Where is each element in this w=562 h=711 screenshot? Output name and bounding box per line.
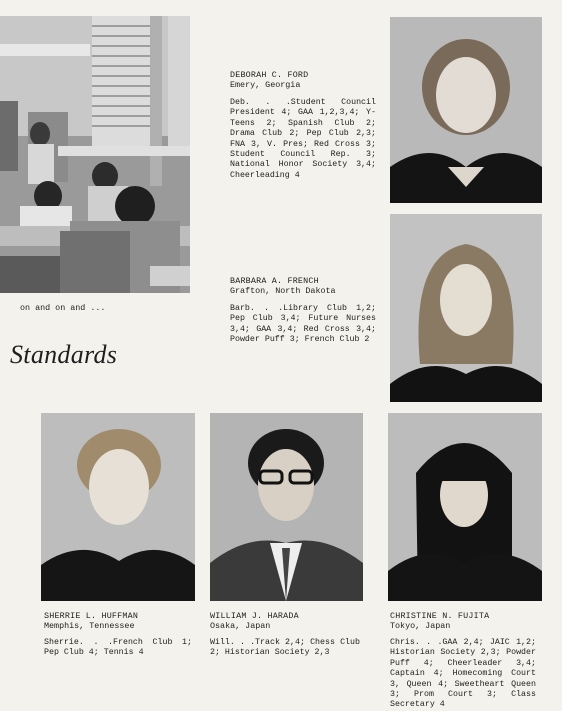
student-bio: Barb. . .Library Club 1,2; Pep Club 3,4; Future Nurses 3,4; GAA 3,4; Red Cross 3,4; Powder Puff 3; French Club 2 <box>230 304 376 345</box>
student-hometown: Tokyo, Japan <box>390 621 451 631</box>
student-name: SHERRIE L. HUFFMAN <box>44 611 139 621</box>
portrait-photo-deborah <box>390 17 542 203</box>
student-bio: Chris. . .GAA 2,4; JAIC 1,2; Historian Society 2,3; Powder Puff 4; Cheerleader 3,4; Captain 4; Homecoming Court 3, Queen 4; Sweetheart Queen 3; Prom Court 3; Class Secretary 4 <box>390 638 536 710</box>
student-name: BARBARA A. FRENCH <box>230 276 319 286</box>
student-name: DEBORAH C. FORD <box>230 70 309 80</box>
portrait-photo-william <box>210 413 363 601</box>
student-bio: Sherrie. . .French Club 1; Pep Club 4; Tennis 4 <box>44 638 192 658</box>
student-hometown: Grafton, North Dakota <box>230 286 336 296</box>
portrait-photo-barbara <box>390 214 542 402</box>
section-heading: Standards <box>10 340 118 369</box>
student-hometown: Osaka, Japan <box>210 621 271 631</box>
student-hometown: Emery, Georgia <box>230 80 301 90</box>
classroom-candid-photo <box>0 16 190 293</box>
student-name: WILLIAM J. HARADA <box>210 611 299 621</box>
photo-caption: on and on and ... <box>20 303 106 313</box>
portrait-photo-christine <box>388 413 542 601</box>
student-bio: Will. . .Track 2,4; Chess Club 2; Historian Society 2,3 <box>210 638 360 658</box>
student-bio: Deb. . .Student Council President 4; GAA 1,2,3,4; Y-Teens 2; Spanish Club 2; Drama Club 2; Pep Club 2,3; FNA 3, V. Pres; Red Cross 3; Student Council Rep. 3; National Honor Society 3,4; Cheerleading 4 <box>230 98 376 180</box>
portrait-photo-sherrie <box>41 413 195 601</box>
student-name: CHRISTINE N. FUJITA <box>390 611 490 621</box>
student-hometown: Memphis, Tennessee <box>44 621 135 631</box>
